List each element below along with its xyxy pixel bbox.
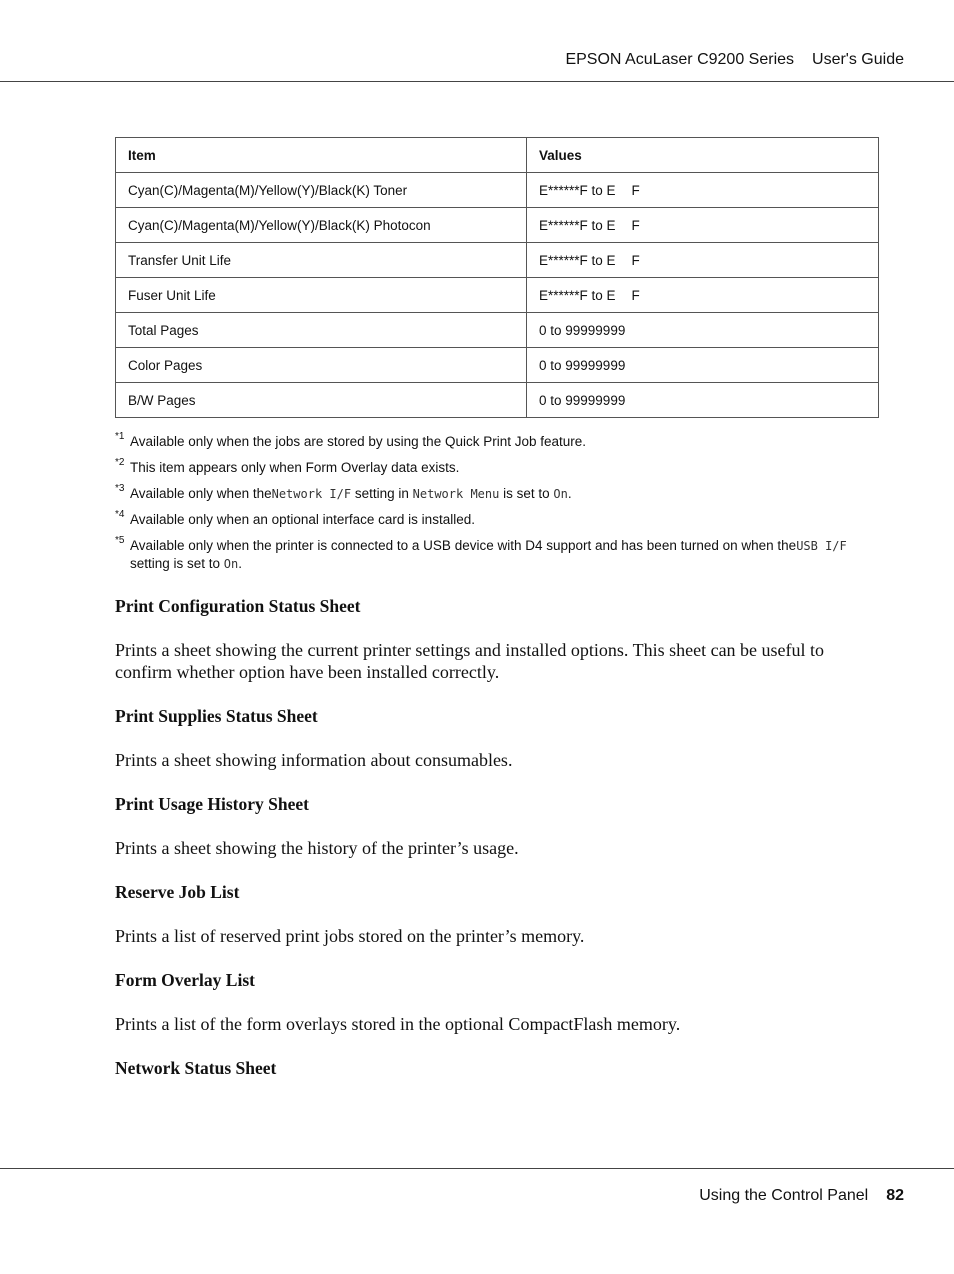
footer-section: Using the Control Panel <box>699 1187 869 1204</box>
values-table <box>115 137 879 418</box>
cell-item: Total Pages <box>116 313 527 348</box>
footnotes <box>115 433 885 581</box>
cell-value <box>527 173 879 208</box>
cell-item: Cyan(C)/Magenta(M)/Yellow(Y)/Black(K) Toner <box>116 173 527 208</box>
code-network-menu: Network Menu <box>412 487 500 501</box>
value-suffix: F <box>631 287 640 303</box>
value-text: E******F to E <box>539 252 616 268</box>
footnote-text: . <box>567 486 572 501</box>
section-text: Prints a list of the form overlays stored in the optional CompactFlash memory. <box>115 1014 681 1034</box>
footnote-text: Available only when the jobs are stored by using the Quick Print Job feature. <box>130 434 587 449</box>
footnote-text: Available only when the <box>130 486 272 501</box>
section-heading: Reserve Job List <box>115 882 240 902</box>
value-text: E******F to E <box>539 287 616 303</box>
footnote-mark: *3 <box>115 483 125 494</box>
footnote-mark: *4 <box>115 509 125 520</box>
cell-item: Transfer Unit Life <box>116 243 527 278</box>
cell-value: 0 to 99999999 <box>527 383 879 418</box>
values-table-container <box>115 137 879 418</box>
table-row <box>116 278 879 313</box>
footnote-1 <box>115 433 885 451</box>
section-text: Prints a sheet showing the current printer settings and installed options. This sheet can be useful to confirm whether option have been installed correctly. <box>115 640 825 682</box>
section-text: Prints a sheet showing the history of the printer’s usage. <box>115 838 519 858</box>
footnote-text: is set to <box>499 486 554 501</box>
section-heading: Print Usage History Sheet <box>115 794 309 814</box>
footnote-text: setting in <box>351 486 413 501</box>
table-row <box>116 243 879 278</box>
footnote-4 <box>115 511 885 529</box>
cell-item: B/W Pages <box>116 383 527 418</box>
cell-value: 0 to 99999999 <box>527 348 879 383</box>
col-header-item: Item <box>116 138 527 173</box>
section-heading: Network Status Sheet <box>115 1058 277 1078</box>
footnote-text: Available only when an optional interface card is installed. <box>130 512 475 527</box>
code-on: On <box>553 487 568 501</box>
footnote-3 <box>115 485 885 503</box>
section-text: Prints a list of reserved print jobs stored on the printer’s memory. <box>115 926 585 946</box>
header-guide: User's Guide <box>812 51 904 68</box>
page-header <box>0 0 954 82</box>
section-heading: Form Overlay List <box>115 970 255 990</box>
cell-item: Cyan(C)/Magenta(M)/Yellow(Y)/Black(K) Photocon <box>116 208 527 243</box>
section-heading: Print Configuration Status Sheet <box>115 596 361 616</box>
table-header-row <box>116 138 879 173</box>
code-on: On <box>223 557 239 571</box>
cell-item: Fuser Unit Life <box>116 278 527 313</box>
table-row <box>116 348 879 383</box>
footnote-mark: *2 <box>115 457 125 468</box>
col-header-values: Values <box>527 138 879 173</box>
table-row <box>116 313 879 348</box>
header-text <box>565 51 904 69</box>
cell-item: Color Pages <box>116 348 527 383</box>
table-row <box>116 383 879 418</box>
cell-value: 0 to 99999999 <box>527 313 879 348</box>
footnote-mark: *1 <box>115 431 125 442</box>
cell-value <box>527 208 879 243</box>
footnote-5 <box>115 537 885 573</box>
code-network-if: Network I/F <box>271 487 352 501</box>
footnote-text: . <box>238 556 243 571</box>
page-footer-rule <box>0 1168 954 1170</box>
value-text: E******F to E <box>539 182 616 198</box>
table-row <box>116 208 879 243</box>
table-row <box>116 173 879 208</box>
page-number: 82 <box>886 1187 904 1204</box>
value-suffix: F <box>631 182 640 198</box>
value-text: E******F to E <box>539 217 616 233</box>
cell-value <box>527 278 879 313</box>
section-heading: Print Supplies Status Sheet <box>115 706 318 726</box>
footnote-text: Available only when the printer is connected to a USB device with D4 support and has been turned on when the <box>130 538 797 553</box>
footnote-2 <box>115 459 885 477</box>
page-footer <box>699 1187 904 1205</box>
footnote-mark: *5 <box>115 535 125 546</box>
section-text: Prints a sheet showing information about consumables. <box>115 750 513 770</box>
footnote-text: This item appears only when Form Overlay data exists. <box>130 460 460 475</box>
cell-value <box>527 243 879 278</box>
header-product: EPSON AcuLaser C9200 Series <box>565 51 795 68</box>
value-suffix: F <box>631 252 640 268</box>
code-usb-if: USB I/F <box>796 539 847 553</box>
value-suffix: F <box>631 217 640 233</box>
footnote-text: setting is set to <box>130 556 224 571</box>
body-sections <box>115 596 885 1079</box>
